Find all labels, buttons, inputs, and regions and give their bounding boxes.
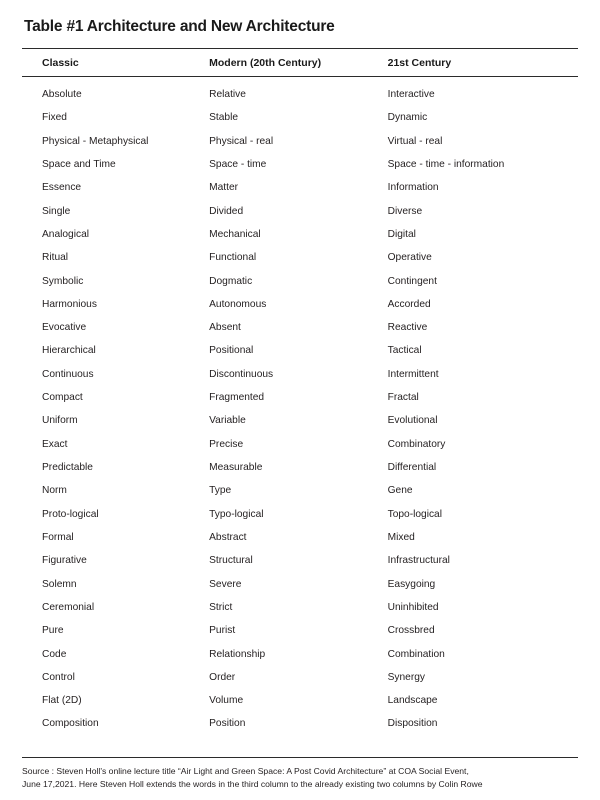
cell-classic: Space and Time [42, 158, 116, 170]
cell-21st-century: Disposition [387, 718, 438, 730]
cell-classic: Code [42, 648, 67, 660]
source-line-1: Source : Steven Holl's online lecture title “Air Light and Green Space: A Post Covid Architecture” at COA Social Event, [22, 766, 469, 777]
architecture-table [22, 48, 578, 736]
cell-21st-century: Topo-logical [387, 508, 442, 520]
cell-classic: Ritual [42, 252, 69, 264]
cell-classic: Hierarchical [42, 345, 96, 357]
cell-modern: Relationship [209, 648, 266, 660]
table-body [22, 77, 578, 736]
cell-classic: Norm [42, 485, 67, 497]
table-row [22, 316, 578, 339]
table-row [22, 130, 578, 153]
table-row [22, 246, 578, 269]
cell-modern: Severe [209, 578, 242, 590]
cell-modern: Dogmatic [209, 275, 253, 287]
cell-modern: Order [209, 671, 236, 683]
table-row [22, 666, 578, 689]
cell-classic: Exact [42, 438, 68, 450]
cell-21st-century: Information [387, 182, 439, 194]
cell-classic: Fixed [42, 112, 67, 124]
cell-classic: Essence [42, 182, 82, 194]
cell-classic: Physical - Metaphysical [42, 135, 149, 147]
cell-21st-century: Dynamic [387, 112, 428, 124]
table-row [22, 200, 578, 223]
cell-classic: Continuous [42, 368, 94, 380]
cell-classic: Flat (2D) [42, 695, 82, 707]
cell-21st-century: Interactive [387, 89, 435, 100]
cell-21st-century: Combinatory [387, 438, 446, 450]
cell-classic: Single [42, 205, 71, 217]
cell-21st-century: Digital [387, 228, 416, 240]
cell-modern: Abstract [209, 531, 247, 543]
cell-classic: Symbolic [42, 275, 84, 287]
cell-21st-century: Combination [387, 648, 445, 660]
cell-classic: Evocative [42, 322, 87, 334]
table-row [22, 689, 578, 712]
cell-modern: Precise [209, 438, 244, 450]
cell-classic: Formal [42, 531, 74, 543]
cell-21st-century: Diverse [387, 205, 423, 217]
cell-modern: Position [209, 718, 246, 730]
cell-modern: Relative [209, 89, 246, 100]
column-header-21st-century: 21st Century [384, 49, 578, 77]
cell-21st-century: Operative [387, 252, 432, 264]
table-row [22, 386, 578, 409]
table-row [22, 77, 578, 107]
table-row [22, 573, 578, 596]
cell-modern: Variable [209, 415, 246, 427]
table-row [22, 479, 578, 502]
cell-modern: Functional [209, 252, 257, 264]
cell-21st-century: Evolutional [387, 415, 438, 427]
table-row [22, 596, 578, 619]
table-row [22, 409, 578, 432]
cell-modern: Discontinuous [209, 368, 274, 380]
cell-21st-century: Virtual - real [387, 135, 443, 147]
table-header-row [22, 49, 578, 77]
cell-classic: Compact [42, 392, 83, 404]
cell-modern: Strict [209, 601, 233, 613]
cell-modern: Volume [209, 695, 244, 707]
table-row [22, 293, 578, 316]
table-row [22, 363, 578, 386]
table-row [22, 153, 578, 176]
cell-classic: Analogical [42, 228, 90, 240]
cell-modern: Stable [209, 112, 239, 124]
cell-modern: Typo-logical [209, 508, 264, 520]
table-row [22, 503, 578, 526]
cell-modern: Purist [209, 625, 236, 637]
source-line-2: June 17,2021. Here Steven Holl extends the words in the third column to the already existing two columns by Colin Rowe [22, 778, 483, 789]
table-header [22, 49, 578, 77]
cell-modern: Matter [209, 182, 239, 194]
cell-modern: Type [209, 485, 232, 497]
table-row [22, 339, 578, 362]
cell-21st-century: Synergy [387, 671, 425, 683]
cell-modern: Space - time [209, 158, 267, 170]
table-row [22, 619, 578, 642]
table-row [22, 456, 578, 479]
cell-classic: Proto-logical [42, 508, 99, 520]
column-header-classic: Classic [22, 49, 205, 77]
cell-modern: Absent [209, 322, 241, 334]
cell-modern: Structural [209, 555, 253, 567]
cell-modern: Measurable [209, 462, 263, 473]
cell-modern: Mechanical [209, 228, 261, 240]
cell-21st-century: Accorded [387, 298, 431, 310]
cell-21st-century: Space - time - information [387, 158, 505, 170]
cell-modern: Fragmented [209, 392, 265, 404]
source-note [22, 757, 578, 790]
cell-classic: Predictable [42, 462, 93, 473]
table-row [22, 712, 578, 735]
page-title: Table #1 Architecture and New Architecture [24, 18, 335, 35]
table-row [22, 549, 578, 572]
cell-21st-century: Gene [387, 485, 413, 497]
cell-classic: Pure [42, 625, 64, 637]
cell-21st-century: Landscape [387, 695, 438, 707]
cell-21st-century: Tactical [387, 345, 422, 357]
cell-21st-century: Contingent [387, 275, 437, 287]
layout-spacer [22, 736, 578, 757]
table-row [22, 223, 578, 246]
column-header-modern: Modern (20th Century) [205, 49, 383, 77]
table-row [22, 526, 578, 549]
cell-21st-century: Differential [387, 462, 437, 473]
cell-21st-century: Uninhibited [387, 601, 439, 613]
cell-classic: Figurative [42, 555, 87, 567]
cell-21st-century: Easygoing [387, 578, 436, 590]
cell-modern: Positional [209, 345, 254, 357]
cell-classic: Absolute [42, 89, 82, 100]
cell-modern: Divided [209, 205, 244, 217]
table-row [22, 269, 578, 292]
table-row [22, 642, 578, 665]
cell-21st-century: Mixed [387, 531, 415, 543]
cell-21st-century: Fractal [387, 392, 419, 404]
cell-modern: Autonomous [209, 298, 267, 310]
cell-classic: Harmonious [42, 298, 97, 310]
cell-classic: Uniform [42, 415, 78, 427]
cell-21st-century: Crossbred [387, 625, 435, 637]
cell-modern: Physical - real [209, 135, 274, 147]
table-row [22, 106, 578, 129]
cell-21st-century: Intermittent [387, 368, 439, 380]
table-row [22, 433, 578, 456]
cell-classic: Solemn [42, 578, 77, 590]
cell-21st-century: Infrastructural [387, 555, 450, 567]
cell-classic: Composition [42, 718, 99, 730]
cell-classic: Ceremonial [42, 601, 95, 613]
table-row [22, 176, 578, 199]
cell-classic: Control [42, 671, 75, 683]
cell-21st-century: Reactive [387, 322, 428, 334]
